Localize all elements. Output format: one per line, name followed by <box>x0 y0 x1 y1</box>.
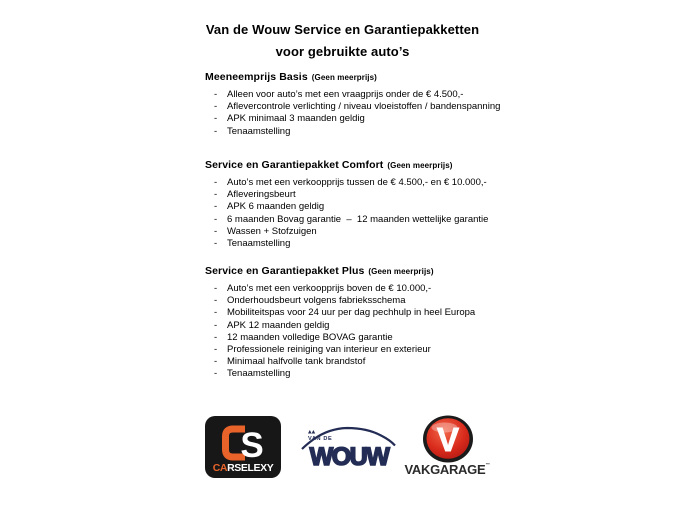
vakgarage-wordmark <box>404 462 489 477</box>
section-heading <box>205 159 545 171</box>
list-item-text: Wassen + Stofzuigen <box>227 225 317 237</box>
list-item <box>205 307 545 319</box>
bullet-dash: - <box>214 295 218 307</box>
bullet-dash: - <box>214 189 218 201</box>
list-item-text: Professionele reiniging van interieur en exterieur <box>227 344 431 356</box>
carselexy-monogram-s: S <box>240 426 264 465</box>
list-item <box>205 238 545 250</box>
page-title-line2: voor gebruikte auto’s <box>275 44 410 59</box>
list-item-text: Onderhoudsbeurt volgens fabrieksschema <box>227 295 406 307</box>
bullet-list <box>205 89 545 138</box>
list-item-text: APK 12 maanden geldig <box>227 319 330 331</box>
carselexy-wordmark <box>213 462 274 474</box>
bullet-dash: - <box>214 331 218 343</box>
list-item <box>205 344 545 356</box>
vakgarage-logo-icon <box>404 415 490 479</box>
bullet-dash: - <box>214 201 218 213</box>
list-item <box>205 283 545 295</box>
page-title <box>0 19 685 63</box>
section-garantiepakket-comfort <box>205 159 545 250</box>
list-item <box>205 295 545 307</box>
section-heading <box>205 265 545 277</box>
list-item <box>205 332 545 344</box>
bullet-dash: - <box>214 101 218 113</box>
list-item-text: Alleen voor auto’s met een vraagprijs onder de € 4.500,- <box>227 89 464 100</box>
list-item <box>205 89 545 101</box>
list-item-text: Tenaamstelling <box>227 238 291 250</box>
list-item <box>205 201 545 213</box>
list-item-text: Auto’s met een verkoopprijs boven de € 10.000,- <box>227 283 432 294</box>
section-heading-text: Service en Garantiepakket Plus <box>205 265 365 277</box>
list-item <box>205 356 545 368</box>
list-item-text: Afleveringsbeurt <box>227 189 296 201</box>
list-item <box>205 226 545 238</box>
bullet-dash: - <box>214 307 218 319</box>
list-item <box>205 189 545 201</box>
carselexy-logo-icon <box>205 415 281 479</box>
list-item-text: APK minimaal 3 maanden geldig <box>227 113 365 125</box>
list-item-text: Auto’s met een verkoopprijs tussen de € 4.500,- en € 10.000,- <box>227 177 487 188</box>
list-item <box>205 126 545 138</box>
wouw-wordmark: WOUW <box>309 443 389 471</box>
wouw-logo-icon <box>299 422 399 472</box>
bullet-dash: - <box>214 177 218 188</box>
wouw-crown-icon <box>308 430 315 434</box>
bullet-dash: - <box>214 368 218 380</box>
section-heading-note: (Geen meerprijs) <box>368 267 434 276</box>
bullet-dash: - <box>214 213 218 225</box>
list-item-text: Aflevercontrole verlichting / niveau vloeistoffen / bandenspanning <box>227 101 501 113</box>
vakgarage-monogram-v: V <box>436 421 460 458</box>
list-item <box>205 214 545 226</box>
section-heading-text: Service en Garantiepakket Comfort <box>205 159 384 171</box>
list-item-text: 6 maanden Bovag garantie – 12 maanden wettelijke garantie <box>227 213 489 225</box>
list-item <box>205 101 545 113</box>
list-item <box>205 368 545 380</box>
section-meeneemprijs-basis <box>205 71 545 138</box>
bullet-list <box>205 283 545 381</box>
bullet-dash: - <box>214 113 218 125</box>
section-garantiepakket-plus <box>205 265 545 381</box>
bullet-dash: - <box>214 225 218 237</box>
list-item-text: APK 6 maanden geldig <box>227 201 325 213</box>
section-heading <box>205 71 545 83</box>
section-heading-note: (Geen meerprijs) <box>387 161 453 170</box>
bullet-dash: - <box>214 319 218 331</box>
bullet-list <box>205 177 545 250</box>
section-heading-text: Meeneemprijs Basis <box>205 71 308 83</box>
section-heading-note: (Geen meerprijs) <box>311 73 377 82</box>
bullet-dash: - <box>214 238 218 250</box>
page-title-line1: Van de Wouw Service en Garantiepakketten <box>205 22 480 37</box>
vakgarage-trademark: ™ <box>485 462 490 467</box>
vakgarage-wordmark-text: VAKGARAGE <box>404 462 486 477</box>
bullet-dash: - <box>214 344 218 356</box>
list-item-text: Tenaamstelling <box>227 368 291 380</box>
list-item <box>205 113 545 125</box>
bullet-dash: - <box>214 283 218 294</box>
carselexy-wordmark-orange: CA <box>212 462 228 474</box>
list-item <box>205 320 545 332</box>
bullet-dash: - <box>214 125 218 137</box>
list-item <box>205 177 545 189</box>
list-item-text: Tenaamstelling <box>227 125 291 137</box>
list-item-text: Mobiliteitspas voor 24 uur per dag pechhulp in heel Europa <box>227 307 476 319</box>
bullet-dash: - <box>214 89 218 100</box>
logo-row <box>205 415 490 479</box>
list-item-text: 12 maanden volledige BOVAG garantie <box>227 331 393 343</box>
carselexy-wordmark-white: RSELEXY <box>227 462 274 474</box>
list-item-text: Minimaal halfvolle tank brandstof <box>227 356 366 368</box>
bullet-dash: - <box>214 356 218 368</box>
wouw-small-text: VAN DE <box>308 436 333 442</box>
